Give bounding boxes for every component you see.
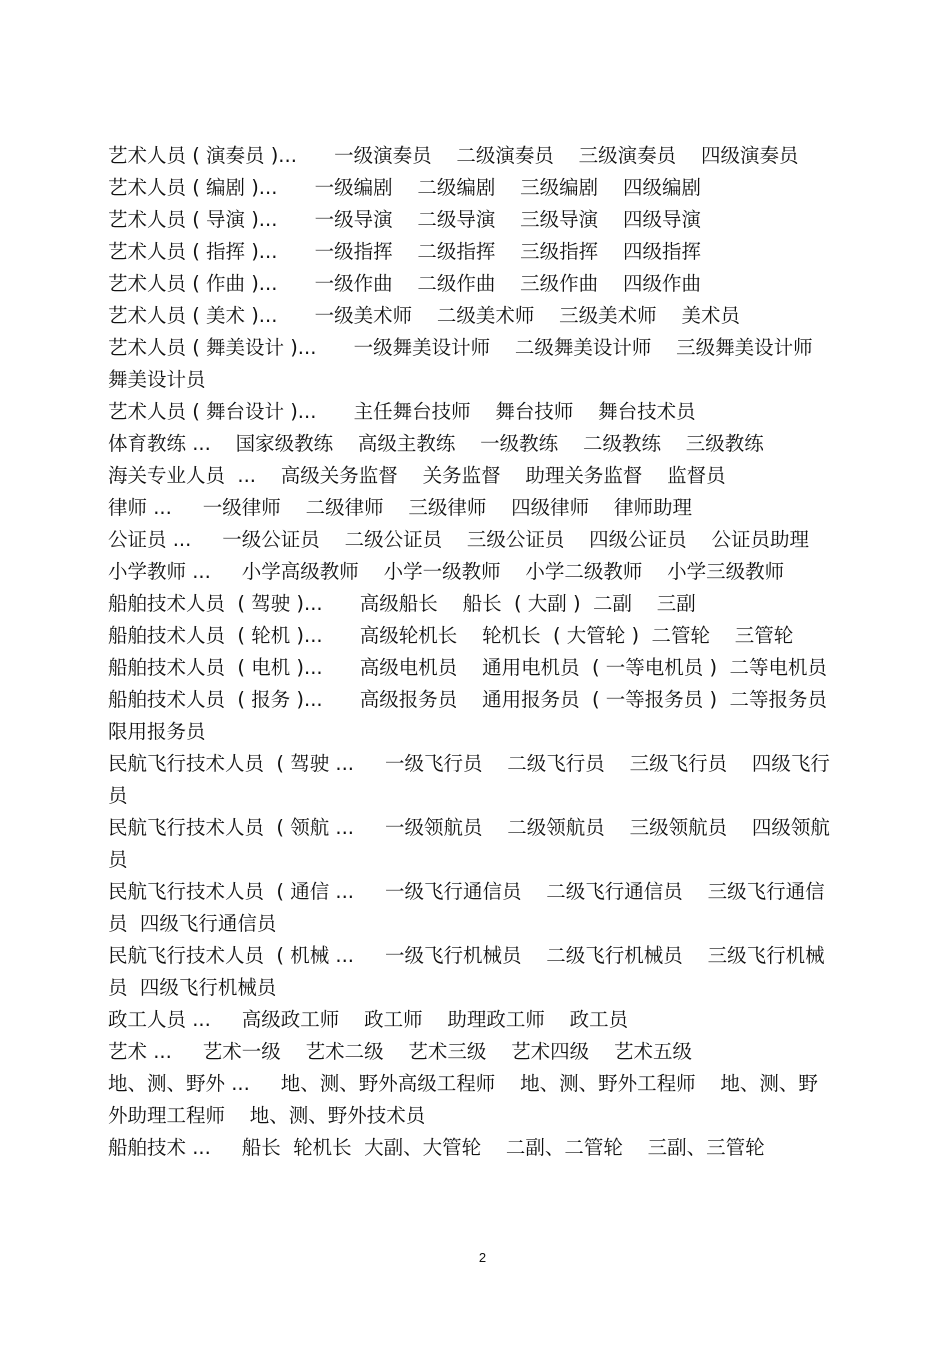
text-line: 艺术 ... 艺术一级 艺术二级 艺术三级 艺术四级 艺术五级 (108, 1040, 692, 1063)
text-line: 艺术人员 ( 编剧 )... 一级编剧 二级编剧 三级编剧 四级编剧 (108, 176, 701, 199)
text-line: 海关专业人员 ... 高级关务监督 关务监督 助理关务监督 监督员 (108, 464, 726, 487)
text-line: 外助理工程师 地、测、野外技术员 (108, 1104, 426, 1127)
page-number: 2 (478, 1250, 487, 1265)
text-line: 员 四级飞行机械员 (108, 976, 277, 999)
text-line: 员 四级飞行通信员 (108, 912, 277, 935)
text-line: 船舶技术人员 ( 轮机 )... 高级轮机长 轮机长 ( 大管轮 ) 二管轮 三管轮 (108, 624, 794, 647)
text-line: 艺术人员 ( 舞台设计 )... 主任舞台技师 舞台技师 舞台技术员 (108, 400, 696, 423)
text-line: 员 (108, 848, 128, 871)
text-line: 艺术人员 ( 作曲 )... 一级作曲 二级作曲 三级作曲 四级作曲 (108, 272, 701, 295)
text-line: 艺术人员 ( 导演 )... 一级导演 二级导演 三级导演 四级导演 (108, 208, 701, 231)
text-line: 船舶技术人员 ( 电机 )... 高级电机员 通用电机员 ( 一等电机员 ) 二等电机员 (108, 656, 827, 679)
text-line: 艺术人员 ( 指挥 )... 一级指挥 二级指挥 三级指挥 四级指挥 (108, 240, 701, 263)
text-line: 员 (108, 784, 128, 807)
text-line: 小学教师 ... 小学高级教师 小学一级教师 小学二级教师 小学三级教师 (108, 560, 785, 583)
text-line: 艺术人员 ( 舞美设计 )... 一级舞美设计师 二级舞美设计师 三级舞美设计师 (108, 336, 813, 359)
text-line: 民航飞行技术人员 ( 通信 ... 一级飞行通信员 二级飞行通信员 三级飞行通信 (108, 880, 825, 903)
text-line: 体育教练 ... 国家级教练 高级主教练 一级教练 二级教练 三级教练 (108, 432, 764, 455)
text-line: 民航飞行技术人员 ( 机械 ... 一级飞行机械员 二级飞行机械员 三级飞行机械 (108, 944, 825, 967)
text-line: 艺术人员 ( 演奏员 )... 一级演奏员 二级演奏员 三级演奏员 四级演奏员 (108, 144, 799, 167)
text-line: 律师 ... 一级律师 二级律师 三级律师 四级律师 律师助理 (108, 496, 692, 519)
text-line: 民航飞行技术人员 ( 领航 ... 一级领航员 二级领航员 三级领航员 四级领航 (108, 816, 830, 839)
text-line: 艺术人员 ( 美术 )... 一级美术师 二级美术师 三级美术师 美术员 (108, 304, 740, 327)
text-line: 船舶技术人员 ( 驾驶 )... 高级船长 船长 ( 大副 ) 二副 三副 (108, 592, 696, 615)
text-line: 船舶技术 ... 船长 轮机长 大副、大管轮 二副、二管轮 三副、三管轮 (108, 1136, 765, 1159)
text-line: 限用报务员 (108, 720, 206, 743)
text-line: 公证员 ... 一级公证员 二级公证员 三级公证员 四级公证员 公证员助理 (108, 528, 809, 551)
text-line: 船舶技术人员 ( 报务 )... 高级报务员 通用报务员 ( 一等报务员 ) 二等报务员 (108, 688, 827, 711)
text-line: 民航飞行技术人员 ( 驾驶 ... 一级飞行员 二级飞行员 三级飞行员 四级飞行 (108, 752, 830, 775)
document-body (108, 140, 868, 1164)
text-line: 舞美设计员 (108, 368, 206, 391)
text-line: 政工人员 ... 高级政工师 政工师 助理政工师 政工员 (108, 1008, 629, 1031)
text-line: 地、测、野外 ... 地、测、野外高级工程师 地、测、野外工程师 地、测、野 (108, 1072, 818, 1095)
